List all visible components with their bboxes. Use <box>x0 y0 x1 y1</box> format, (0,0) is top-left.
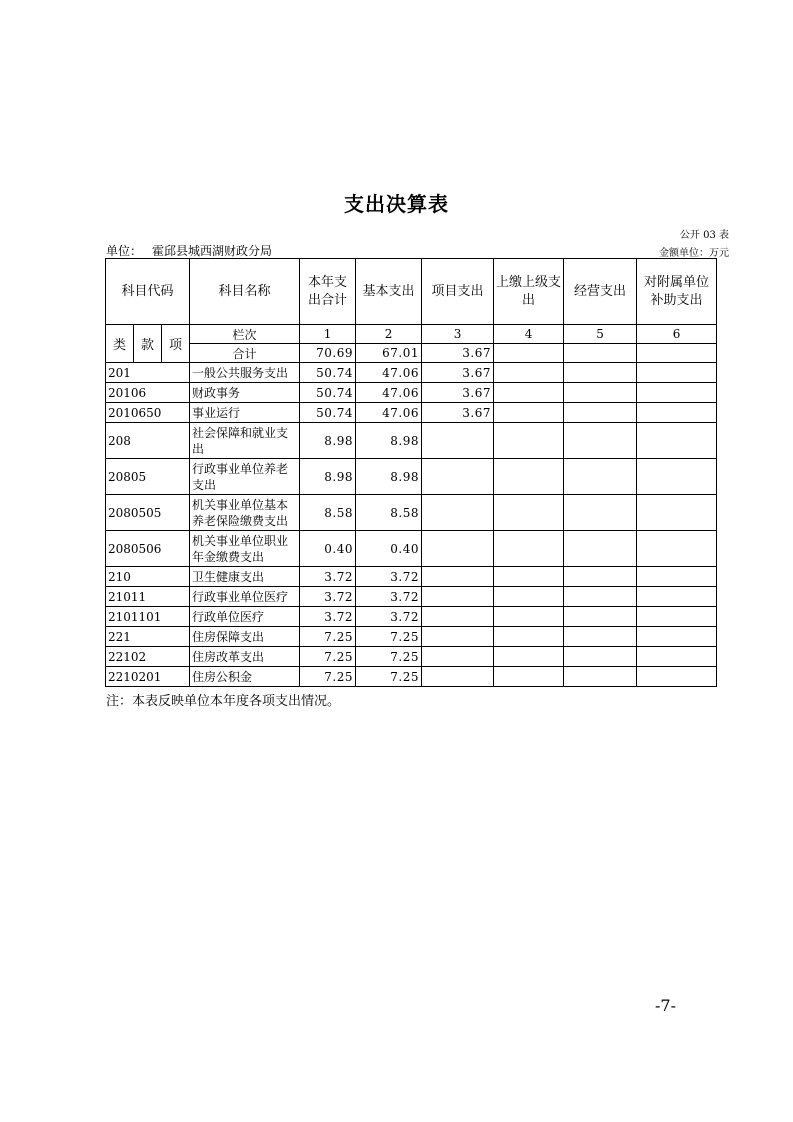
table-row <box>106 531 717 567</box>
row-total: 7.25 <box>300 667 356 687</box>
row-name: 事业运行 <box>190 403 300 423</box>
form-number: 公开 03 表 <box>679 230 729 241</box>
row-basic: 3.72 <box>356 567 422 587</box>
row-business <box>564 587 637 607</box>
sum-total: 70.69 <box>300 344 356 363</box>
col-num-6: 6 <box>637 325 717 344</box>
row-basic: 7.25 <box>356 667 422 687</box>
row-business <box>564 647 637 667</box>
row-name: 住房保障支出 <box>190 627 300 647</box>
amount-unit: 金额单位：万元 <box>659 248 729 259</box>
row-total: 7.25 <box>300 627 356 647</box>
row-project: 3.67 <box>422 383 494 403</box>
row-business <box>564 667 637 687</box>
row-business <box>564 403 637 423</box>
row-code: 221 <box>106 627 190 647</box>
col-num-3: 3 <box>422 325 494 344</box>
row-code: 2010650 <box>106 403 190 423</box>
row-basic: 47.06 <box>356 363 422 383</box>
header-project: 项目支出 <box>422 259 494 325</box>
header-superior: 上缴上级支出 <box>494 259 564 325</box>
header-kuan: 款 <box>134 325 162 363</box>
row-total: 3.72 <box>300 607 356 627</box>
row-subsidiary <box>637 567 717 587</box>
sum-row <box>106 344 717 363</box>
row-business <box>564 459 637 495</box>
row-project <box>422 587 494 607</box>
row-name: 住房公积金 <box>190 667 300 687</box>
row-business <box>564 495 637 531</box>
table-row <box>106 383 717 403</box>
col-num-1: 1 <box>300 325 356 344</box>
row-total: 3.72 <box>300 567 356 587</box>
row-superior <box>494 667 564 687</box>
table-row <box>106 495 717 531</box>
row-project <box>422 531 494 567</box>
row-subsidiary <box>637 403 717 423</box>
unit-label: 单位： <box>106 244 143 258</box>
table-row <box>106 647 717 667</box>
row-code: 22102 <box>106 647 190 667</box>
row-project <box>422 495 494 531</box>
table-row <box>106 587 717 607</box>
row-project: 3.67 <box>422 363 494 383</box>
unit-value: 霍邱县城西湖财政分局 <box>152 244 273 258</box>
row-name: 行政事业单位养老支出 <box>190 459 300 495</box>
row-basic: 47.06 <box>356 383 422 403</box>
row-total: 0.40 <box>300 531 356 567</box>
row-code: 2080505 <box>106 495 190 531</box>
row-code: 210 <box>106 567 190 587</box>
row-total: 50.74 <box>300 383 356 403</box>
row-project <box>422 423 494 459</box>
row-superior <box>494 495 564 531</box>
header-subject-name: 科目名称 <box>190 259 300 325</box>
row-project: 3.67 <box>422 403 494 423</box>
table-row <box>106 363 717 383</box>
row-name: 住房改革支出 <box>190 647 300 667</box>
sum-basic: 67.01 <box>356 344 422 363</box>
row-business <box>564 363 637 383</box>
row-project <box>422 607 494 627</box>
row-subsidiary <box>637 587 717 607</box>
row-business <box>564 383 637 403</box>
row-name: 社会保障和就业支出 <box>190 423 300 459</box>
row-superior <box>494 647 564 667</box>
row-total: 8.58 <box>300 495 356 531</box>
row-subsidiary <box>637 627 717 647</box>
row-superior <box>494 567 564 587</box>
row-total: 8.98 <box>300 423 356 459</box>
footnote: 注：本表反映单位本年度各项支出情况。 <box>106 694 341 709</box>
row-basic: 3.72 <box>356 587 422 607</box>
row-superior <box>494 627 564 647</box>
row-code: 2080506 <box>106 531 190 567</box>
row-subsidiary <box>637 495 717 531</box>
table-row <box>106 403 717 423</box>
table-row <box>106 607 717 627</box>
row-business <box>564 423 637 459</box>
page-title: 支出决算表 <box>344 192 449 216</box>
row-total: 3.72 <box>300 587 356 607</box>
row-name: 财政事务 <box>190 383 300 403</box>
header-subsidiary: 对附属单位补助支出 <box>637 259 717 325</box>
sum-project: 3.67 <box>422 344 494 363</box>
col-num-5: 5 <box>564 325 637 344</box>
row-total: 8.98 <box>300 459 356 495</box>
row-subsidiary <box>637 647 717 667</box>
expenditure-table <box>105 258 717 687</box>
row-business <box>564 567 637 587</box>
table-row <box>106 627 717 647</box>
row-code: 2210201 <box>106 667 190 687</box>
row-superior <box>494 587 564 607</box>
header-basic: 基本支出 <box>356 259 422 325</box>
row-project <box>422 459 494 495</box>
row-superior <box>494 459 564 495</box>
row-name: 卫生健康支出 <box>190 567 300 587</box>
row-business <box>564 531 637 567</box>
table-body <box>106 363 717 687</box>
row-project <box>422 667 494 687</box>
row-name: 机关事业单位职业年金缴费支出 <box>190 531 300 567</box>
row-business <box>564 627 637 647</box>
row-superior <box>494 531 564 567</box>
unit-line <box>106 242 272 259</box>
row-total: 7.25 <box>300 647 356 667</box>
row-basic: 8.58 <box>356 495 422 531</box>
table-row <box>106 667 717 687</box>
row-total: 50.74 <box>300 363 356 383</box>
row-basic: 0.40 <box>356 531 422 567</box>
row-basic: 3.72 <box>356 607 422 627</box>
row-code: 201 <box>106 363 190 383</box>
table-row <box>106 567 717 587</box>
page-number: -7- <box>655 996 676 1015</box>
row-code: 20106 <box>106 383 190 403</box>
header-row <box>106 259 717 325</box>
row-basic: 7.25 <box>356 627 422 647</box>
header-xiang: 项 <box>162 325 190 363</box>
row-subsidiary <box>637 607 717 627</box>
row-basic: 8.98 <box>356 459 422 495</box>
col-num-4: 4 <box>494 325 564 344</box>
row-project <box>422 647 494 667</box>
row-superior <box>494 403 564 423</box>
table-row <box>106 459 717 495</box>
row-name: 行政单位医疗 <box>190 607 300 627</box>
row-project <box>422 567 494 587</box>
header-subject-code: 科目代码 <box>106 259 190 325</box>
row-basic: 7.25 <box>356 647 422 667</box>
row-name: 行政事业单位医疗 <box>190 587 300 607</box>
row-subsidiary <box>637 363 717 383</box>
row-basic: 8.98 <box>356 423 422 459</box>
header-business: 经营支出 <box>564 259 637 325</box>
row-superior <box>494 423 564 459</box>
table-row <box>106 423 717 459</box>
row-subsidiary <box>637 667 717 687</box>
row-code: 2101101 <box>106 607 190 627</box>
row-code: 208 <box>106 423 190 459</box>
row-subsidiary <box>637 383 717 403</box>
row-basic: 47.06 <box>356 403 422 423</box>
row-superior <box>494 383 564 403</box>
column-label: 栏次 <box>190 325 300 344</box>
row-name: 一般公共服务支出 <box>190 363 300 383</box>
row-subsidiary <box>637 423 717 459</box>
sum-label: 合计 <box>190 344 300 363</box>
column-number-row <box>106 325 717 344</box>
row-superior <box>494 607 564 627</box>
row-superior <box>494 363 564 383</box>
row-business <box>564 607 637 627</box>
header-lei: 类 <box>106 325 134 363</box>
row-name: 机关事业单位基本养老保险缴费支出 <box>190 495 300 531</box>
col-num-2: 2 <box>356 325 422 344</box>
row-code: 21011 <box>106 587 190 607</box>
row-total: 50.74 <box>300 403 356 423</box>
header-total: 本年支出合计 <box>300 259 356 325</box>
row-project <box>422 627 494 647</box>
row-subsidiary <box>637 459 717 495</box>
row-subsidiary <box>637 531 717 567</box>
row-code: 20805 <box>106 459 190 495</box>
